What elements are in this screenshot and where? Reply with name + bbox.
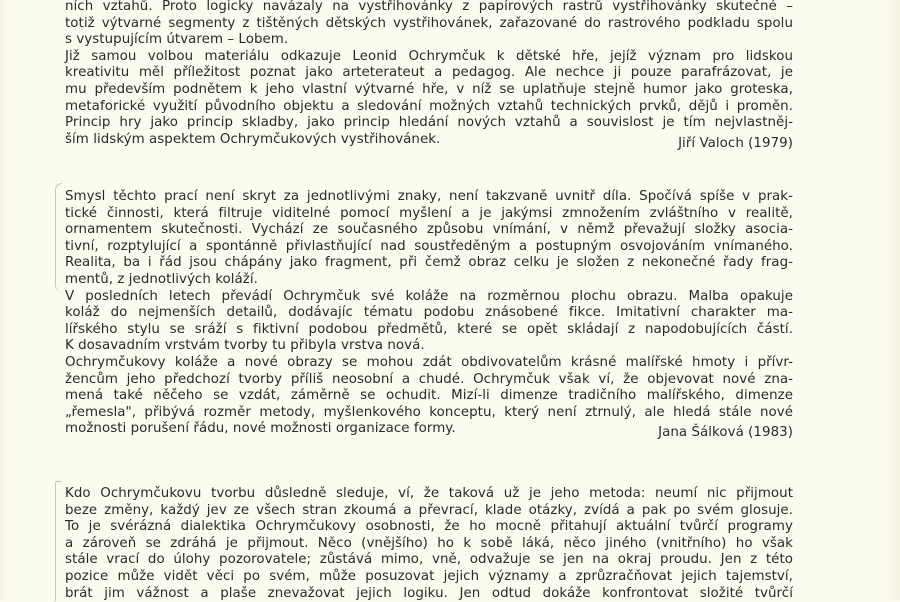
text-line: ším lidským aspektem Ochrymčukových vystřihovánek. [65,131,441,147]
text-line: Již samou volbou materiálu odkazuje Leonid Ochrymčuk k dětské hře, jejíž význam pro lidskou [65,48,793,64]
text-line: stále vrací do úlohy pozorovatele; zůstává mimo, vně, odvažuje se jen na okraj proudu. Jen z této [65,552,793,568]
text-line: To je svérázná dialektika Ochrymčukovy osobnosti, že ho mocně přitahují aktuální tvůrčí programy [65,519,793,535]
text-line: ních vztahů. Proto logicky navázaly na vystřihovánky z papírových rastrů vystřihovánky skutečné – [65,0,793,14]
text-line: „řemesla", přibývá rozměr metody, myšlenkového konceptu, který není ztrnulý, ale hledá stále nové [65,404,793,420]
text-line: beze změny, každý jev ze všech stran zkoumá a převrací, klade otázky, zvídá a pak po svém glosuje. [65,502,793,518]
text-line: tické činnosti, která filtruje viditelné pomocí myšlení a je jakýmsi zmnožením zvláštního v realitě, [65,205,793,221]
text-line: Ochrymčukovy koláže a nové obrazy se mohou zdát obdivovatelům krásné malířské hmoty i přívr- [65,354,793,370]
author-signature: Jiří Valoch (1979) [678,135,793,151]
page-edge-left [0,0,8,600]
text-line: mu především podnětem k jeho vlastní výtvarné hře, v níž se uplatňuje stejně humor jako groteska, [65,81,793,97]
text-section-salkova [65,189,793,441]
author-signature: Jana Šálková (1983) [658,425,793,441]
text-line: možnosti porušení řádu, nové možnosti organizace formy. [65,421,456,437]
closing-row [65,132,793,149]
text-line: a zároveň se zdráhá je přijmout. Něco (vnějšího) ho k sobě láká, něco jiného (vnitřního) ho však [65,535,793,551]
closing-row [65,421,793,441]
text-section-valoch [65,0,793,151]
margin-bracket-mark [55,183,62,292]
text-line: Smysl těchto prací není skryt za jednotlivými znaky, není takzvaně uvnitř díla. Spočívá spíše v prak- [65,189,793,204]
text-line: lířského stylu se sráží s fiktivní podobou předmětů, které se opět skládají z napodobujících částí. [65,321,793,337]
margin-bracket-mark [55,481,62,601]
text-line: tivní, rozptylující a spontánně přivlastňující nad soustředěným a postupným osvojováním vnímaného. [65,238,793,254]
text-line: K dosavadním vrstvám tvorby tu přibyla vrstva nová. [65,338,425,354]
text-line: mená také něčeho se vzdát, záměrně se ochudit. Mizí-li dimenze tradičního malířského, dimenze [65,388,793,404]
text-line: koláž do nejmenších detailů, dodávajíc tématu podobu znásobené fikce. Imitativní charakter ma- [65,305,793,321]
text-line: brát jim vážnost a plaše znevažovat jejich logiku. Jen odtud dokáže konfrontovat složité tvůrčí [65,585,793,601]
text-line: Kdo Ochrymčukovu tvorbu důsledně sleduje, ví, že taková už je jeho metoda: neumí nic přijmout [65,486,793,501]
text-line: metaforické využití původního objektu a sledování možných vztahů technických prvků, dějů i proměn. [65,98,793,114]
text-line: kreativitu měl příležitost poznat jako arteterateut a pedagog. Ale nechce ji pouze parafrázovat, je [65,65,793,81]
text-line: totiž výtvarné segmenty z tištěných dětských vystřihovánek, zařazované do rastrového podkladu spolu [65,15,793,31]
text-line: s vystupujícím útvarem – Lobem. [65,32,289,48]
text-line: ornamentem skutečnosti. Vychází ze současného způsobu vnímání, v němž převažují složky asocia- [65,222,793,238]
text-line: pozice může vidět věci po svém, může posuzovat jejich významy a zprůzračňovat jejich tajemství, [65,568,793,584]
page-edge-right [886,0,900,600]
text-line: Realita, ba i řád jsou chápány jako fragment, při čemž obraz celku je složen z nekonečné řady frag- [65,255,793,271]
text-line: Princip hry jako princip skladby, jako princip hledání nových vztahů a souvislost je tím nejvlastněj- [65,115,793,131]
text-line: V posledních letech převádí Ochrymčuk své koláže na rozměrnou plochu obrazu. Malba opakuje [65,288,793,304]
text-line: žencům jeho předchozí tvorby příliš neosobní a chudé. Ochrymčuk však ví, že objevovat nové zna- [65,371,793,387]
text-section-third [65,486,793,602]
text-line: mentů, z jednotlivých koláží. [65,271,258,287]
